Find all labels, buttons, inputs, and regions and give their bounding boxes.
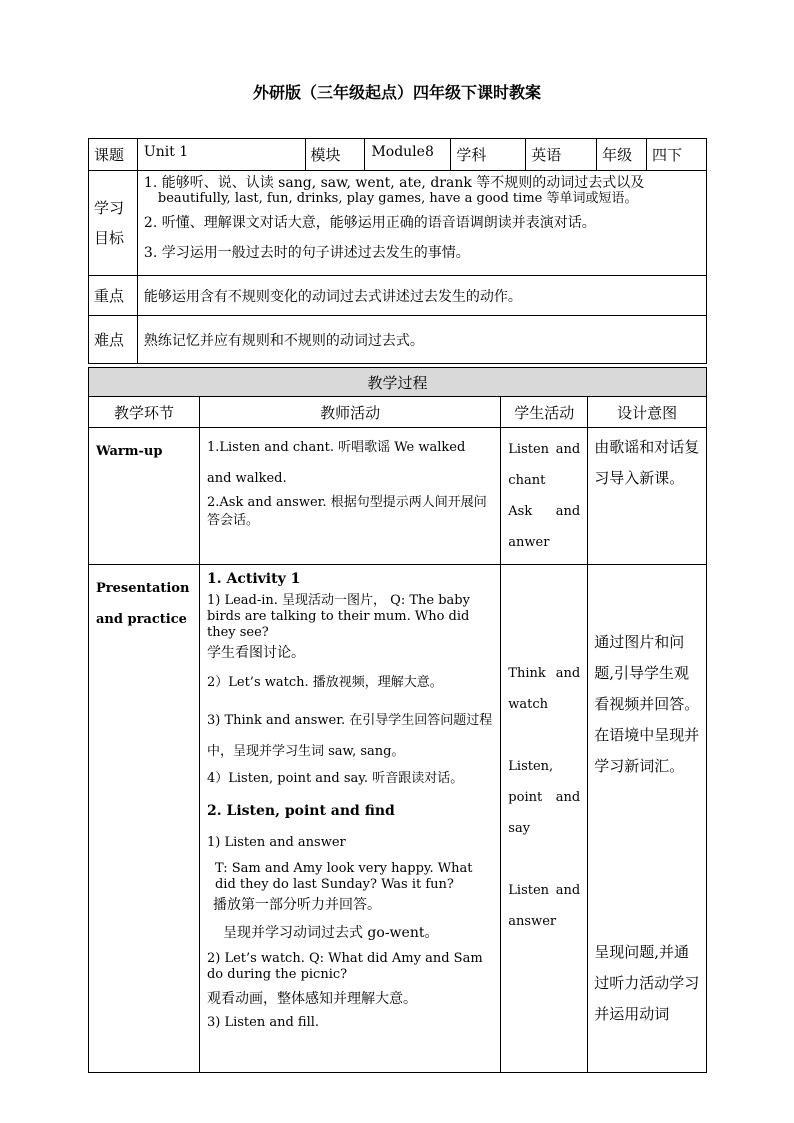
warmup-row xyxy=(89,428,707,565)
presentation-design-1: 通过图片和问题,引导学生观看视频并回答。在语境中呈现并学习新词汇。 xyxy=(594,633,700,775)
module-value: Module8 xyxy=(365,139,451,171)
key-point-row xyxy=(89,276,707,316)
activity2-question: T: Sam and Amy look very happy. What did they do last Sunday? Was it fun? xyxy=(214,861,473,892)
col-teacher: 教师活动 xyxy=(199,397,500,428)
activity2-step3: 3) Listen and fill. xyxy=(206,1015,320,1030)
difficulty-row xyxy=(89,316,707,364)
warmup-stage: Warm-up xyxy=(89,428,200,565)
presentation-student-2: Listen, point and say xyxy=(508,759,581,836)
presentation-student-1: Think and watch xyxy=(508,666,581,712)
warmup-teacher-1: 1.Listen and chant. 听唱歌谣 We walked and walked. xyxy=(206,440,466,486)
difficulty-text: 熟练记忆并应有规则和不规则的动词过去式。 xyxy=(137,316,706,364)
key-point-text: 能够运用含有不规则变化的动词过去式讲述过去发生的动作。 xyxy=(137,276,706,316)
presentation-design-2: 呈现问题,并通过听力活动学习并运用动词 xyxy=(594,943,700,1023)
col-design: 设计意图 xyxy=(588,397,707,428)
subject-value: 英语 xyxy=(526,139,597,171)
objectives-row xyxy=(89,171,707,276)
process-section-title: 教学过程 xyxy=(89,368,707,397)
activity2-step1: 1) Listen and answer xyxy=(206,835,346,850)
objectives-label-2: 目标 xyxy=(94,229,125,247)
module-label: 模块 xyxy=(305,139,365,171)
objectives-label-1: 学习 xyxy=(94,199,125,217)
activity1-title: 1. Activity 1 xyxy=(206,571,301,587)
page-title: 外研版（三年级起点）四年级下课时教案 xyxy=(252,83,541,102)
process-table xyxy=(88,367,707,1073)
topic-label: 课题 xyxy=(89,139,138,171)
activity2-title: 2. Listen, point and find xyxy=(206,803,395,819)
presentation-stage: Presentation and practice xyxy=(89,565,200,1073)
activity2-step1c: 呈现并学习动词过去式 go-went。 xyxy=(222,925,439,941)
objective-1b: beautifully, last, fun, drinks, play games, have a good time 等单词或短语。 xyxy=(157,191,638,206)
info-table xyxy=(88,138,707,364)
process-header-row xyxy=(89,397,707,428)
col-student: 学生活动 xyxy=(501,397,588,428)
objective-2: 2. 听懂、理解课文对话大意，能够运用正确的语音语调朗读并表演对话。 xyxy=(143,215,596,231)
activity2-step2b: 观看动画，整体感知并理解大意。 xyxy=(206,991,417,1007)
warmup-student-2: Ask and anwer xyxy=(508,504,581,550)
grade-label: 年级 xyxy=(597,139,647,171)
activity2-step2: 2) Let’s watch. Q: What did Amy and Sam do during the picnic? xyxy=(206,951,483,982)
activity1-step1: 1) Lead-in. 呈现活动一图片， Q: The baby birds are talking to their mum. Who did they see? xyxy=(206,593,470,640)
header-row xyxy=(89,139,707,171)
activity1-step4: 4）Listen, point and say. 听音跟读对话。 xyxy=(206,771,464,786)
activity1-step2: 2）Let’s watch. 播放视频，理解大意。 xyxy=(206,675,443,690)
warmup-design: 由歌谣和对话复习导入新课。 xyxy=(588,428,707,565)
difficulty-label: 难点 xyxy=(89,316,138,364)
activity1-step1b: 学生看图讨论。 xyxy=(206,645,305,661)
activity2-step1b: 播放第一部分听力并回答。 xyxy=(212,897,381,913)
key-point-label: 重点 xyxy=(89,276,138,316)
warmup-teacher-2: 2.Ask and answer. 根据句型提示两人间开展问答会话。 xyxy=(206,495,487,528)
presentation-student-3: Listen and answer xyxy=(508,883,581,929)
subject-label: 学科 xyxy=(451,139,526,171)
warmup-student-1: Listen and chant xyxy=(508,442,581,488)
grade-value: 四下 xyxy=(647,139,707,171)
presentation-row xyxy=(89,565,707,1073)
objective-3: 3. 学习运用一般过去时的句子讲述过去发生的事情。 xyxy=(143,245,470,261)
objective-1a: 1. 能够听、说、认读 sang, saw, went, ate, drank 等不规则的动词过去式以及 xyxy=(143,175,645,191)
activity1-step3: 3) Think and answer. 在引导学生回答问题过程中，呈现并学习生词 saw, sang。 xyxy=(206,713,493,759)
topic-value: Unit 1 xyxy=(137,139,305,171)
col-stage: 教学环节 xyxy=(89,397,200,428)
